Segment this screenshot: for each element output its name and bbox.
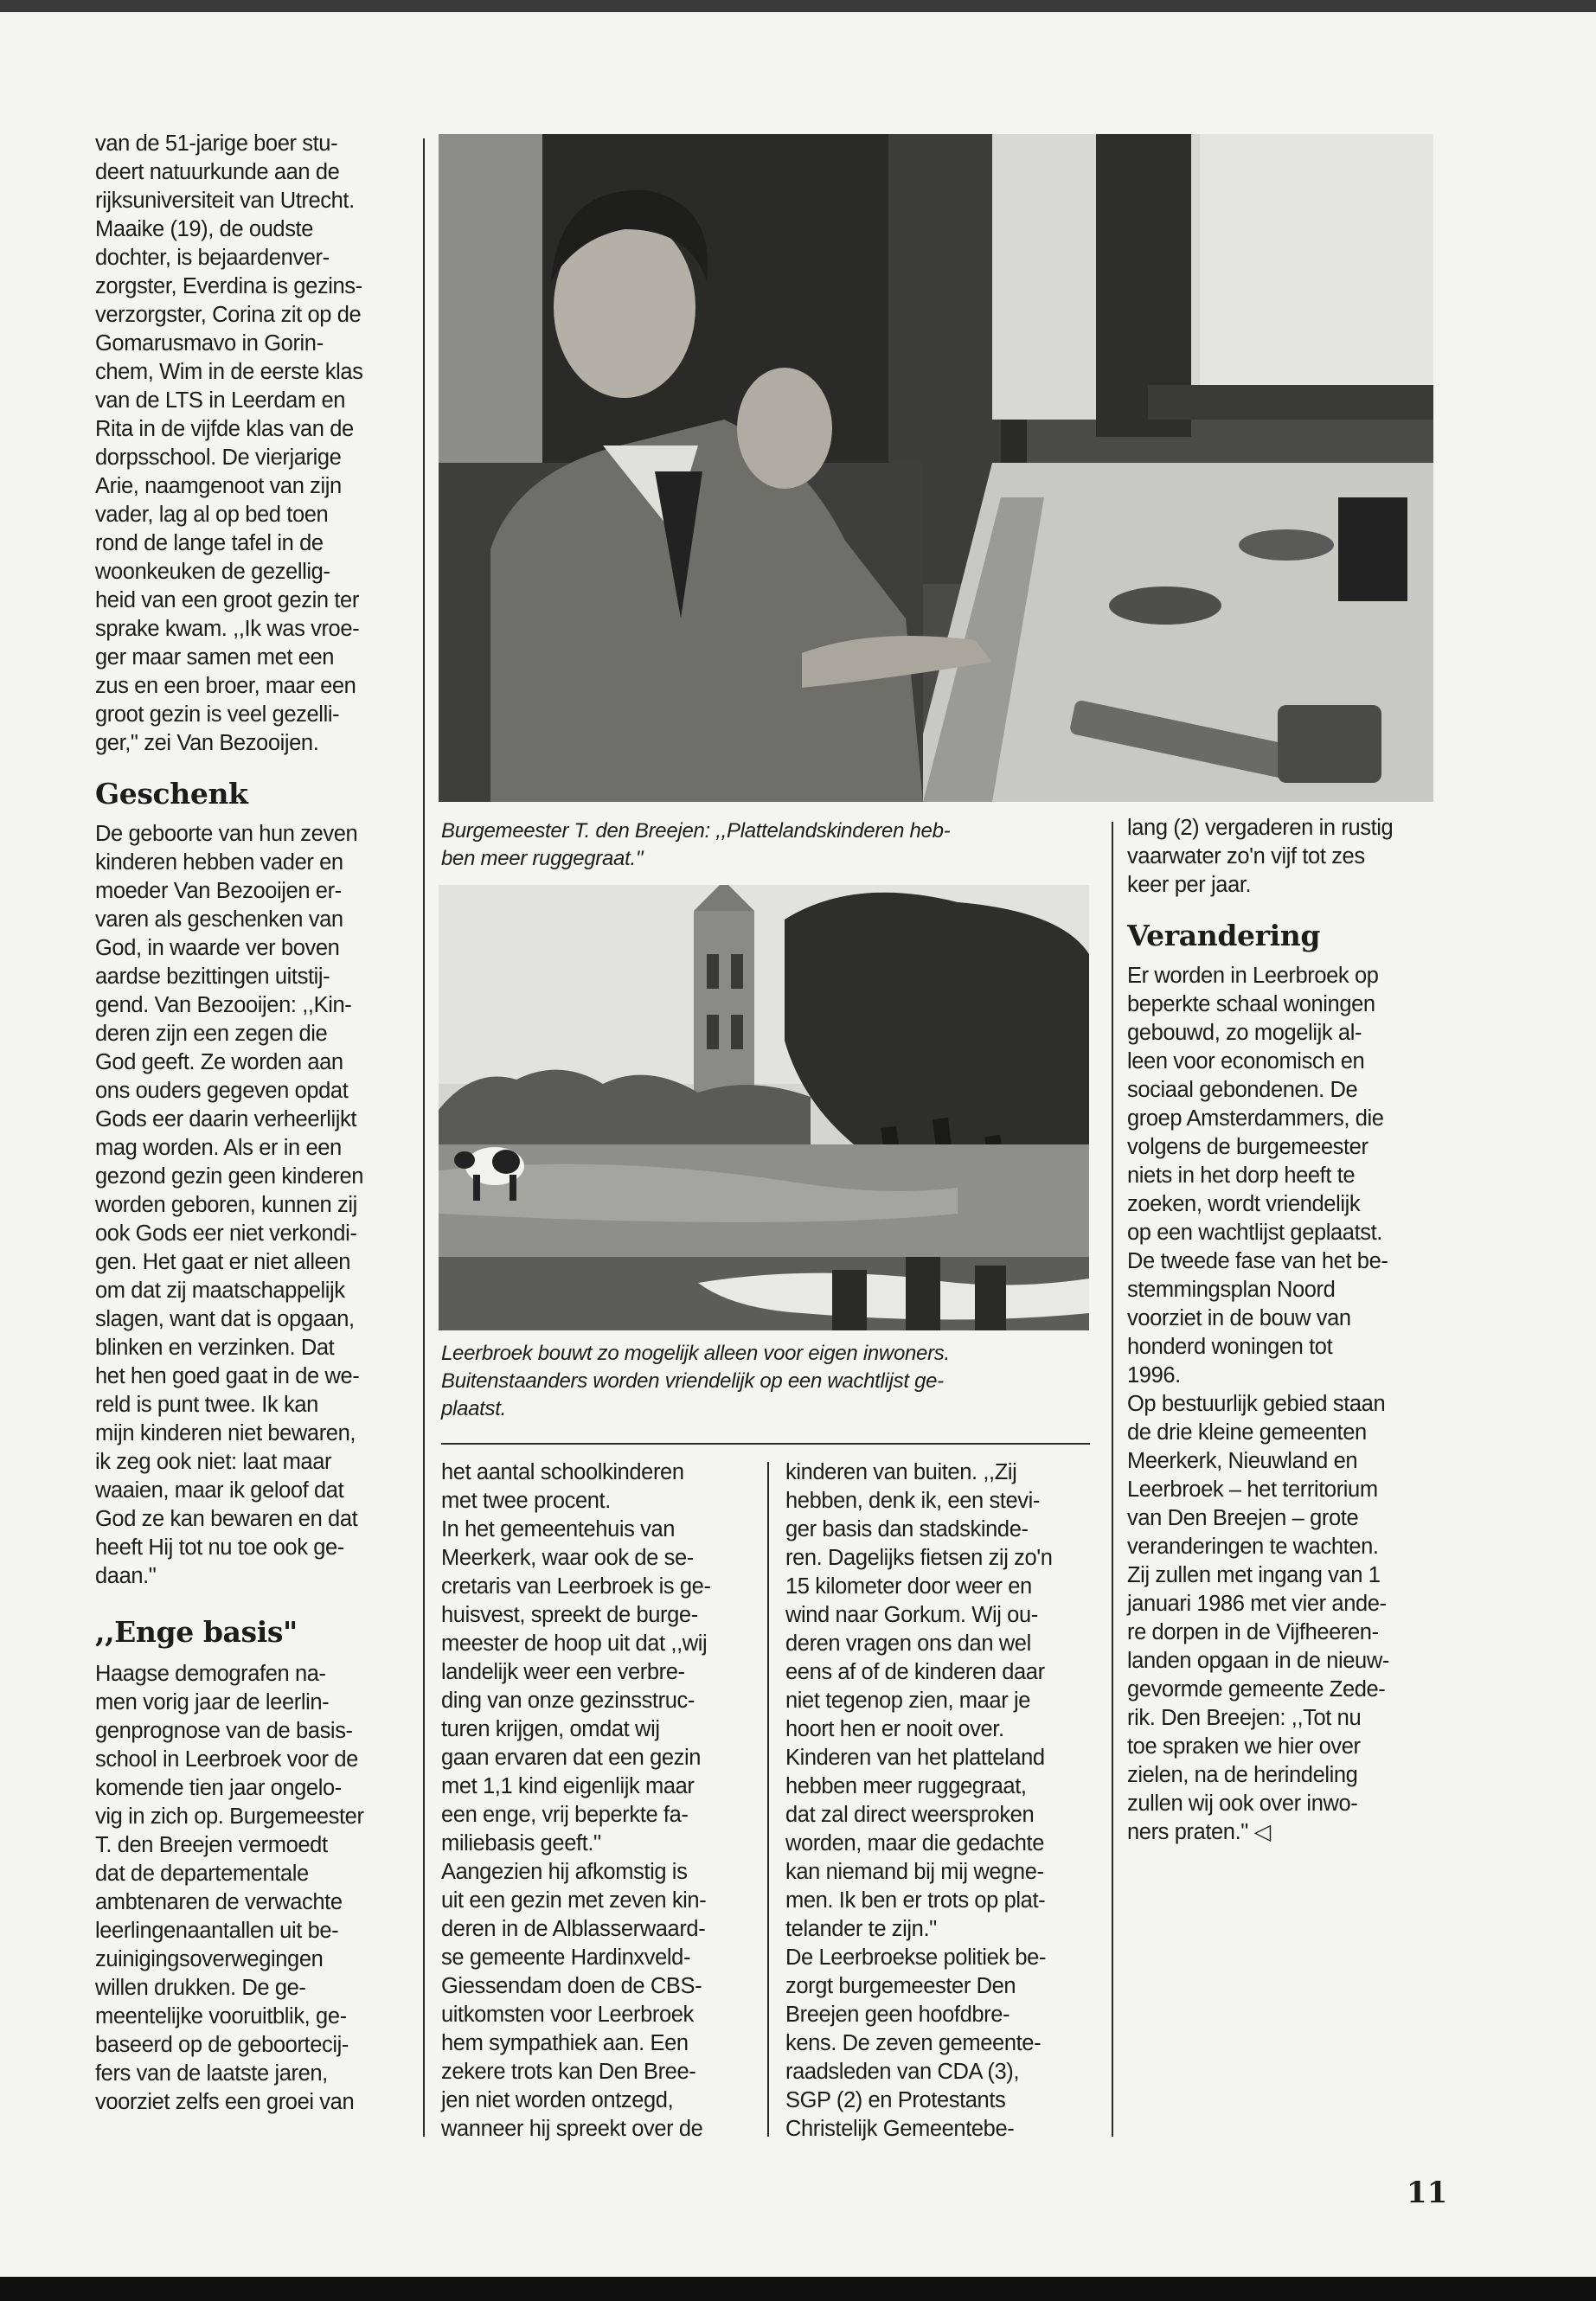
mayor-portrait-photo bbox=[439, 134, 1433, 802]
scan-edge-bottom bbox=[0, 2277, 1596, 2301]
column-4 bbox=[1127, 814, 1447, 1847]
col1-paragraph-1: van de 51-jarige boer stu- deert natuurkunde aan de rijksuniversiteit van Utrecht. Maaike (19), de oudste dochter, is bejaardenver- zorgster, Everdina is gezins- verzorgster, Corina zit op de Gomarusmavo in Gorin- chem, Wim in de eerste klas van de LTS in Leerdam en Rita in de vijfde klas van de dorpsschool. De vierjarige Arie, naamgenoot van zijn vader, lag al op bed toen rond de lange tafel in de woonkeuken de gezellig- heid van een groot gezin ter sprake kwam. ,,Ik was vroe- ger maar samen met een zus en een broer, maar een groot gezin is veel gezelli- ger," zei Van Bezooijen. bbox=[95, 131, 363, 755]
column-rule-1 bbox=[423, 138, 425, 2137]
village-church-photo bbox=[439, 885, 1089, 1330]
col4-paragraph-1: lang (2) vergaderen in rustig vaarwater zo'n vijf tot zes keer per jaar. bbox=[1127, 816, 1394, 897]
heading-enge-basis: ,,Enge basis" bbox=[95, 1615, 298, 1649]
scan-edge-top bbox=[0, 0, 1596, 12]
heading-verandering: Verandering bbox=[1127, 919, 1320, 952]
col1-paragraph-2: De geboorte van hun zeven kinderen hebben vader en moeder Van Bezooijen er- varen als geschenken van God, in waarde ver boven aardse bezittingen uitstij- gend. Van Bezooijen: ,,Kin- deren zijn een zegen die God geeft. Ze worden aan ons ouders gegeven opdat Gods eer daarin verheerlijkt mag worden. Als er in een gezond gezin geen kinderen worden geboren, kunnen zij ook Gods eer niet verkondi- gen. Het gaat er niet alleen om dat zij maatschappelijk slagen, want dat is opgaan, blinken en verzinken. Dat het hen goed gaat in de we- reld is punt twee. Ik kan mijn kinderen niet bewaren, ik zeg ook niet: laat maar waaien, maar ik geloof dat God ze kan bewaren en dat heeft Hij tot nu toe ook ge- daan." bbox=[95, 822, 364, 1588]
col4-paragraph-2: Er worden in Leerbroek op beperkte schaal woningen gebouwd, zo mogelijk al- leen voor economisch en sociaal gebondenen. De groep Amsterdammers, die volgens de burgemeester niets in het dorp heeft te zoeken, wordt vriendelijk op een wachtlijst geplaatst. De tweede fase van het be- stemmingsplan Noord voorziet in de bouw van honderd woningen tot 1996. Op bestuurlijk gebied staan de drie kleine gemeenten Meerkerk, Nieuwland en Leerbroek – het territorium van Den Breejen – grote veranderingen te wachten. Zij zullen met ingang van 1 januari 1986 met vier ande- re dorpen in de Vijfheeren- landen opgaan in de nieuw- gevormde gemeente Zede- rik. Den Breejen: ,,Tot nu toe spraken we hier over zielen, na de herindeling zullen wij ook over inwo- ners praten." ◁ bbox=[1127, 964, 1389, 1844]
portrait-caption: Burgemeester T. den Breejen: ,,Plattelandskinderen heb- ben meer ruggegraat." bbox=[441, 819, 951, 870]
village-caption: Leerbroek bouwt zo mogelijk alleen voor eigen inwoners. Buitenstaanders worden vriendelijk op een wachtlijst ge- plaatst. bbox=[441, 1342, 950, 1420]
column-1 bbox=[95, 130, 415, 2117]
column-rule-2 bbox=[767, 1462, 769, 2137]
heading-geschenk: Geschenk bbox=[95, 777, 248, 811]
page-number: 11 bbox=[1407, 2176, 1448, 2210]
col1-paragraph-3: Haagse demografen na- men vorig jaar de leerlin- genprognose van de basis- school in Leerbroek voor de komende tien jaar ongelo- vig in zich op. Burgemeester T. den Breejen vermoedt dat de departementale ambtenaren de verwachte leerlingenaantallen uit be- zuinigingsoverwegingen willen drukken. De ge- meentelijke vooruitblik, ge- baseerd op de geboortecij- fers van de laatste jaren, voorziet zelfs een groei van bbox=[95, 1662, 364, 2114]
column-rule-3 bbox=[1112, 822, 1113, 2137]
column-2 bbox=[441, 1458, 761, 2144]
col2-paragraph-1: het aantal schoolkinderen met twee procent. In het gemeentehuis van Meerkerk, waar ook de se- cretaris van Leerbroek is ge- huisvest, spreekt de burge- meester de hoop uit dat ,,wij landelijk weer een verbre- ding van onze gezinsstruc- turen krijgen, omdat wij gaan ervaren dat een gezin met 1,1 kind eigenlijk maar een enge, vrij beperkte fa- miliebasis geeft." Aangezien hij afkomstig is uit een gezin met zeven kin- deren in de Alblasserwaard- se gemeente Hardinxveld- Giessendam doen de CBS- uitkomsten voor Leerbroek hem sympathiek aan. Een zekere trots kan Den Bree- jen niet worden ontzegd, wanneer hij spreekt over de bbox=[441, 1460, 711, 2141]
col3-paragraph-1: kinderen van buiten. ,,Zij hebben, denk ik, een stevi- ger basis dan stadskinde- ren. Dagelijks fietsen zij zo'n 15 kilometer door weer en wind naar Gorkum. Wij ou- deren vragen ons dan wel eens af of de kinderen daar niet tegenop zien, maar je hoort hen er nooit over. Kinderen van het platteland hebben meer ruggegraat, dat zal direct weersproken worden, maar die gedachte kan niemand bij mij wegne- men. Ik ben er trots op plat- telander te zijn." De Leerbroekse politiek be- zorgt burgemeester Den Breejen geen hoofdbre- kens. De zeven gemeente- raadsleden van CDA (3), SGP (2) en Protestants Christelijk Gemeentebe- bbox=[785, 1460, 1053, 2141]
column-3 bbox=[785, 1458, 1106, 2144]
caption-underline bbox=[441, 1443, 1090, 1445]
